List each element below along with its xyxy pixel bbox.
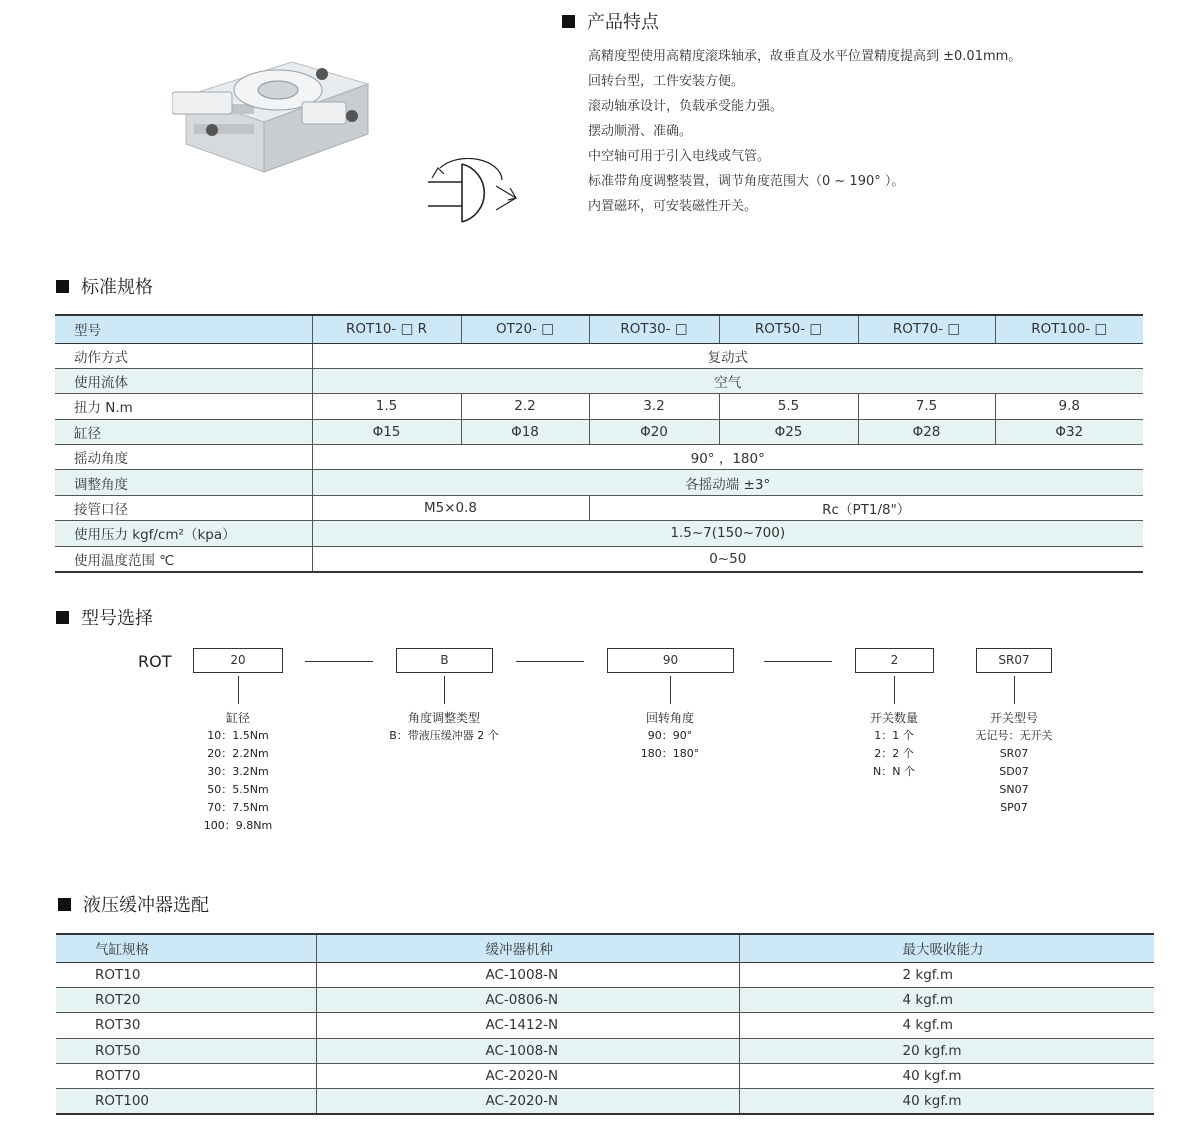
cell: Φ15 (312, 419, 461, 444)
angle-code-box: 90 (607, 648, 734, 673)
cell: 4 kgf.m (739, 1013, 1154, 1038)
connector-dash (305, 661, 373, 662)
square-bullet-icon (58, 898, 71, 911)
cell: ROT20 (56, 987, 316, 1012)
selection-heading (56, 604, 153, 630)
cell: 各摇动端 ±3° (312, 470, 1143, 495)
legend-line: 20：2.2Nm (207, 747, 269, 760)
angle-legend (620, 709, 720, 763)
legend-line: 30：3.2Nm (207, 765, 269, 778)
legend-line: 2：2 个 (874, 747, 914, 760)
cell: 7.5 (858, 394, 995, 419)
feature-item: 内置磁环，可安装磁性开关。 (588, 199, 758, 214)
feature-item: 高精度型使用高精度滚珠轴承，故垂直及水平位置精度提高到 ±0.01mm。 (588, 49, 1022, 64)
cell: 空气 (312, 368, 1143, 393)
cell: 40 kgf.m (739, 1064, 1154, 1089)
table-header-row (56, 934, 1154, 962)
header-cell: ROT100- □ (995, 315, 1143, 343)
table-row (55, 521, 1143, 546)
row-label: 接管口径 (55, 495, 312, 520)
cell: Φ25 (719, 419, 858, 444)
cell: AC-2020-N (316, 1064, 739, 1089)
pointer-line (1014, 676, 1015, 704)
legend-line: B：带液压缓冲器 2 个 (389, 729, 499, 742)
legend-title: 开关型号 (989, 711, 1038, 725)
table-row (55, 419, 1143, 444)
bore-code-box: 20 (193, 648, 283, 673)
switch-model-box: SR07 (976, 648, 1052, 673)
square-bullet-icon (56, 611, 69, 624)
legend-line: 100：9.8Nm (203, 819, 273, 832)
cell: M5×0.8 (312, 495, 589, 520)
buffer-table (56, 933, 1154, 1115)
legend-line: SD07 (999, 765, 1029, 778)
legend-line: 70：7.5Nm (207, 801, 269, 814)
row-label: 摇动角度 (55, 445, 312, 470)
row-label: 使用温度范围 ℃ (55, 546, 312, 571)
cell: AC-2020-N (316, 1089, 739, 1114)
cell: 2 kgf.m (739, 962, 1154, 987)
table-row (56, 987, 1154, 1012)
cell: 复动式 (312, 343, 1143, 368)
row-label: 动作方式 (55, 343, 312, 368)
row-label: 扭力 N.m (55, 394, 312, 419)
row-label: 调整角度 (55, 470, 312, 495)
feature-item: 滚动轴承设计，负载承受能力强。 (588, 99, 784, 114)
feature-item: 标准带角度调整装置，调节角度范围大（0 ~ 190° ）。 (588, 174, 905, 189)
model-prefix: ROT (138, 652, 172, 671)
table-row (56, 1089, 1154, 1114)
table-row (55, 343, 1143, 368)
header-cell: OT20- □ (461, 315, 589, 343)
features-title: 产品特点 (587, 12, 659, 33)
table-row (55, 368, 1143, 393)
switch-qty-box: 2 (855, 648, 934, 673)
cell: AC-1008-N (316, 1038, 739, 1063)
table-row (56, 1038, 1154, 1063)
pointer-line (444, 676, 445, 704)
legend-line: 90：90° (647, 729, 693, 742)
cell: 3.2 (589, 394, 719, 419)
cell: 2.2 (461, 394, 589, 419)
legend-title: 角度调整类型 (407, 711, 480, 725)
legend-line: 1：1 个 (874, 729, 914, 742)
table-row (55, 546, 1143, 571)
cell: Φ32 (995, 419, 1143, 444)
header-cell: 缓冲器机种 (316, 934, 739, 962)
selection-title: 型号选择 (81, 608, 153, 629)
cell: Φ28 (858, 419, 995, 444)
cell: Φ20 (589, 419, 719, 444)
cell: Φ18 (461, 419, 589, 444)
table-row (56, 1013, 1154, 1038)
cell: 9.8 (995, 394, 1143, 419)
row-label: 使用流体 (55, 368, 312, 393)
table-row (55, 445, 1143, 470)
cell: ROT50 (56, 1038, 316, 1063)
row-label: 使用压力 kgf/cm²（kpa） (55, 521, 312, 546)
header-cell: ROT50- □ (719, 315, 858, 343)
header-cell: 最大吸收能力 (739, 934, 1154, 962)
row-label: 缸径 (55, 419, 312, 444)
square-bullet-icon (562, 15, 575, 28)
switch-model-legend (954, 709, 1074, 817)
legend-line: 无记号：无开关 (975, 729, 1053, 742)
adjust-legend (374, 709, 514, 745)
cell: 0~50 (312, 546, 1143, 571)
cell: ROT30 (56, 1013, 316, 1038)
buffer-title: 液压缓冲器选配 (83, 895, 209, 916)
cell: 1.5~7(150~700) (312, 521, 1143, 546)
switch-qty-legend (844, 709, 944, 781)
square-bullet-icon (56, 280, 69, 293)
pointer-line (894, 676, 895, 704)
spec-table (55, 314, 1143, 573)
feature-item: 回转台型，工件安装方便。 (588, 74, 745, 89)
table-row (55, 394, 1143, 419)
cell: 40 kgf.m (739, 1089, 1154, 1114)
adjust-code-box: B (396, 648, 493, 673)
pointer-line (238, 676, 239, 704)
feature-item: 中空轴可用于引入电线或气管。 (588, 149, 771, 164)
cell: AC-1008-N (316, 962, 739, 987)
legend-line: 50：5.5Nm (207, 783, 269, 796)
table-row (55, 495, 1143, 520)
header-cell: ROT30- □ (589, 315, 719, 343)
table-row (56, 1064, 1154, 1089)
header-cell: ROT70- □ (858, 315, 995, 343)
bore-legend (188, 709, 288, 835)
features-list (588, 44, 1021, 219)
cell: 4 kgf.m (739, 987, 1154, 1012)
cell: 90° ，180° (312, 445, 1143, 470)
legend-title: 回转角度 (645, 711, 694, 725)
feature-item: 摆动顺滑、准确。 (588, 124, 693, 139)
cell: 1.5 (312, 394, 461, 419)
connector-dash (516, 661, 584, 662)
connector-dash (764, 661, 832, 662)
rotary-actuator-symbol-icon (424, 158, 520, 228)
legend-line: 10：1.5Nm (207, 729, 269, 742)
legend-line: SP07 (1000, 801, 1028, 814)
legend-title: 缸径 (225, 711, 250, 725)
cell: AC-0806-N (316, 987, 739, 1012)
legend-line: SN07 (999, 783, 1029, 796)
cell: ROT10 (56, 962, 316, 987)
table-header-row (55, 315, 1143, 343)
cell: ROT100 (56, 1089, 316, 1114)
cell: AC-1412-N (316, 1013, 739, 1038)
features-heading (562, 8, 659, 34)
legend-title: 开关数量 (869, 711, 918, 725)
cell: Rc（PT1/8"） (589, 495, 1143, 520)
cell: 20 kgf.m (739, 1038, 1154, 1063)
spec-heading (56, 273, 153, 299)
table-row (56, 962, 1154, 987)
legend-line: N：N 个 (873, 765, 915, 778)
header-cell: 型号 (55, 315, 312, 343)
buffer-heading (58, 891, 209, 917)
pointer-line (670, 676, 671, 704)
header-cell: ROT10- □ R (312, 315, 461, 343)
header-cell: 气缸规格 (56, 934, 316, 962)
table-row (55, 470, 1143, 495)
rotary-table-product-image (172, 44, 378, 184)
spec-title: 标准规格 (81, 277, 153, 298)
cell: ROT70 (56, 1064, 316, 1089)
cell: 5.5 (719, 394, 858, 419)
legend-line: 180：180° (640, 747, 700, 760)
legend-line: SR07 (999, 747, 1029, 760)
